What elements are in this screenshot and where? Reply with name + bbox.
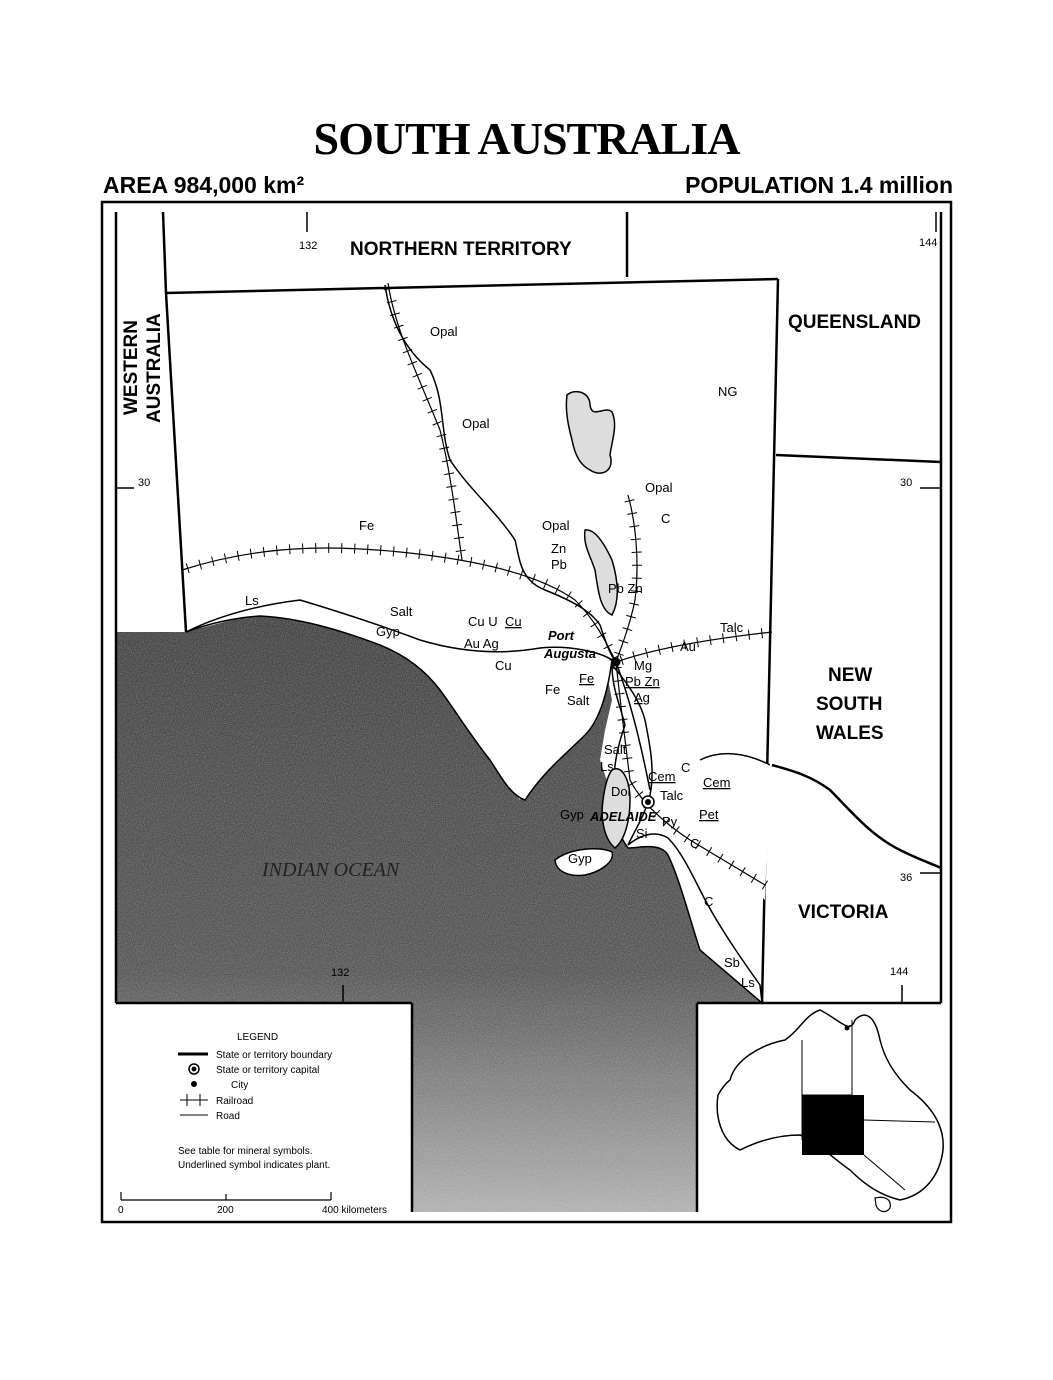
railroad-tie: [707, 847, 712, 856]
railroad-tie: [456, 550, 466, 551]
tick-144-top: 144: [919, 237, 938, 249]
region-nsw-1: NEW: [828, 665, 873, 686]
legend-item-city: City: [231, 1080, 249, 1091]
mineral-c-4: C: [704, 894, 714, 909]
railroad-tie: [276, 545, 277, 555]
mineral-salt-3: Salt: [604, 742, 627, 757]
scale-mid: 200: [217, 1205, 234, 1216]
mineral-c-2: C: [681, 760, 691, 775]
mineral-fe-1: Fe: [359, 518, 375, 533]
tick-132-bottom: 132: [331, 967, 350, 979]
mineral-cu-u: Cu U: [468, 614, 498, 629]
legend-item-capital: State or territory capital: [216, 1065, 320, 1076]
region-indian-ocean: INDIAN OCEAN: [262, 859, 400, 881]
railroad-tie: [450, 512, 460, 513]
legend-item-road: Road: [216, 1111, 240, 1122]
railroad-tie: [263, 547, 264, 557]
mineral-gyp-3: Gyp: [568, 851, 592, 866]
scale-zero: 0: [118, 1205, 124, 1216]
region-western-australia-1: WESTERN: [121, 320, 142, 415]
railroad-tie: [432, 551, 433, 561]
region-northern-territory: NORTHERN TERRITORY: [350, 239, 572, 260]
mineral-zn: Zn: [551, 541, 567, 556]
railroad-tie: [631, 539, 641, 540]
mineral-cu-2: Cu: [495, 658, 512, 673]
railroad-tie: [761, 628, 762, 638]
mineral-cem-2: Cem: [703, 775, 731, 790]
railroad-tie: [393, 546, 394, 556]
region-nsw-3: WALES: [816, 723, 884, 744]
population-label: POPULATION 1.4 million: [685, 172, 953, 198]
railroad-tie: [419, 549, 420, 559]
mineral-au-ag: Au Ag: [464, 636, 499, 651]
legend-note-2: Underlined symbol indicates plant.: [178, 1160, 331, 1171]
map-title: SOUTH AUSTRALIA: [313, 113, 740, 164]
mineral-sb: Sb: [724, 955, 740, 970]
mineral-py: Py: [662, 814, 678, 829]
mineral-opal-4: Opal: [542, 518, 570, 533]
mineral-cu-plant: Cu: [505, 614, 522, 629]
mineral-ls-3: Ls: [741, 975, 755, 990]
mineral-pb: Pb: [551, 557, 567, 572]
railroad-tie: [380, 545, 381, 555]
region-victoria: VICTORIA: [798, 902, 889, 923]
mineral-opal-2: Opal: [462, 416, 490, 431]
railroad-tie: [566, 592, 571, 600]
mineral-c-3: C: [690, 836, 700, 851]
mineral-pb-zn-1: Pb Zn: [608, 581, 643, 596]
railroad-tie: [555, 585, 560, 594]
tick-30-left: 30: [138, 477, 151, 489]
region-western-australia-2: AUSTRALIA: [144, 313, 165, 423]
mineral-dol: Dol: [611, 784, 631, 799]
tick-30-right: 30: [900, 477, 913, 489]
mineral-opal-1: Opal: [430, 324, 458, 339]
legend-title: LEGEND: [237, 1032, 279, 1043]
mineral-pb-zn-plant: Pb Zn: [625, 674, 660, 689]
mineral-gyp-2: Gyp: [560, 807, 584, 822]
city-port-augusta-1: Port: [548, 628, 574, 643]
tick-144-bottom: 144: [890, 966, 909, 978]
tick-132-top: 132: [299, 240, 318, 252]
mineral-gyp-1: Gyp: [376, 624, 400, 639]
mineral-ng: NG: [718, 384, 738, 399]
railroad-tie: [629, 526, 639, 527]
scale-end: 400 kilometers: [322, 1205, 388, 1216]
mineral-opal-3: Opal: [645, 480, 673, 495]
mineral-talc-1: Talc: [720, 620, 744, 635]
mineral-ag-plant: Ag: [634, 690, 650, 705]
lake-eyre: [566, 392, 614, 474]
railroad-tie: [289, 544, 290, 554]
legend-note-1: See table for mineral symbols.: [178, 1146, 313, 1157]
railroad-tie: [684, 834, 690, 842]
legend-item-railroad: Railroad: [216, 1096, 254, 1107]
mineral-fe-plant: Fe: [579, 671, 595, 686]
mineral-pet: Pet: [699, 807, 719, 822]
railroad-tie: [591, 621, 599, 627]
lake-torrens: [585, 530, 618, 615]
mineral-cem-1: Cem: [648, 769, 676, 784]
railroad-tie: [454, 537, 464, 538]
area-label: AREA 984,000 km²: [103, 172, 305, 198]
mineral-talc-2: Talc: [660, 788, 684, 803]
region-nsw-2: SOUTH: [816, 694, 883, 715]
region-queensland: QUEENSLAND: [788, 312, 922, 333]
mineral-ls-1: Ls: [245, 593, 259, 608]
mineral-au-2: Au: [680, 639, 696, 654]
mineral-salt-1: Salt: [390, 604, 413, 619]
city-adelaide: ADELAIDE: [590, 809, 657, 824]
railroad-tie: [406, 548, 407, 558]
mineral-mg: Mg: [634, 658, 653, 673]
legend: [178, 1032, 332, 1171]
railroad-tie: [452, 524, 462, 525]
inset-australia-map: [717, 1010, 943, 1212]
city-port-augusta-2: Augusta: [544, 646, 596, 661]
mineral-c-1: C: [661, 511, 671, 526]
mineral-ls-2: Ls: [600, 759, 614, 774]
tick-36-right: 36: [900, 872, 913, 884]
scale-bar: [121, 1192, 331, 1200]
railroad-tie: [367, 544, 368, 554]
mineral-salt-2: Salt: [567, 693, 590, 708]
railroad-tie: [748, 630, 749, 640]
mineral-fe-2: Fe: [545, 682, 561, 697]
mineral-si: Si: [636, 826, 648, 841]
port-augusta-dot: [612, 658, 621, 667]
legend-item-boundary: State or territory boundary: [216, 1050, 333, 1061]
